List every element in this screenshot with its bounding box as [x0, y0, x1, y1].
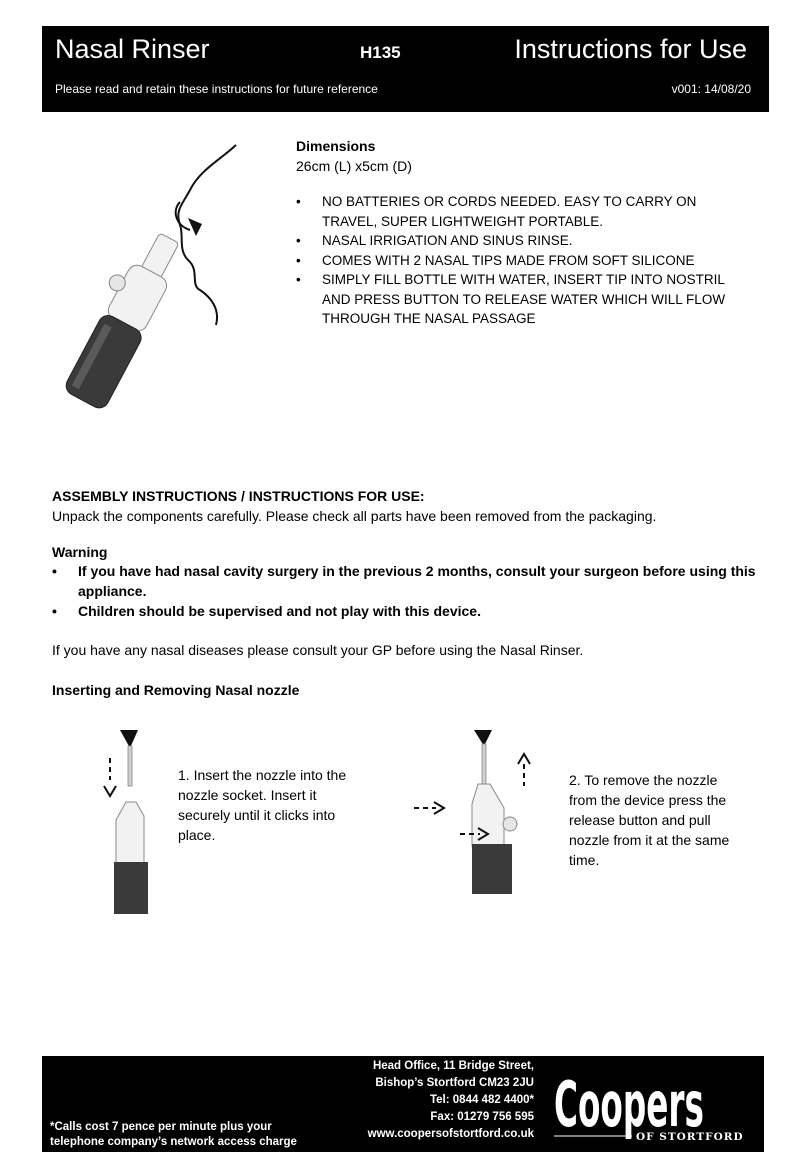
call-charge-note	[50, 1120, 297, 1150]
dimensions-heading: Dimensions	[296, 138, 376, 154]
document-type: Instructions for Use	[514, 34, 747, 64]
product-illustration	[50, 140, 250, 420]
dimensions-value: 26cm (L) x5cm (D)	[296, 158, 412, 174]
version-label: v001: 14/08/20	[671, 82, 751, 96]
footer-bar	[42, 1056, 764, 1152]
address-line: www.coopersofstortford.co.uk	[367, 1128, 534, 1140]
logo-main-text: Coopers	[554, 1068, 704, 1142]
coopers-logo	[550, 1056, 760, 1152]
warning-item: • If you have had nasal cavity surgery in the previous 2 months, consult your surgeon before using this appliance.	[52, 561, 772, 601]
feature-item: • NO BATTERIES OR CORDS NEEDED. EASY TO CARRY ON TRAVEL, SUPER LIGHTWEIGHT PORTABLE.	[296, 192, 746, 231]
company-address	[354, 1058, 534, 1143]
logo-sub-text: OF STORTFORD	[636, 1131, 744, 1143]
call-note-line: *Calls cost 7 pence per minute plus your	[50, 1121, 272, 1133]
header-bar	[42, 26, 769, 112]
address-line: Bishop’s Stortford CM23 2JU	[375, 1077, 534, 1089]
feature-item: • SIMPLY FILL BOTTLE WITH WATER, INSERT TIP INTO NOSTRIL AND PRESS BUTTON TO RELEASE WATER WHICH WILL FLOW THROUGH THE NASAL PASSAGE	[296, 270, 746, 329]
warning-heading: Warning	[52, 544, 108, 560]
assembly-heading: ASSEMBLY INSTRUCTIONS / INSTRUCTIONS FOR USE:	[52, 488, 425, 504]
call-note-line: telephone company’s network access charge	[50, 1136, 297, 1148]
product-title: Nasal Rinser	[55, 34, 210, 64]
nozzle-heading: Inserting and Removing Nasal nozzle	[52, 682, 300, 698]
product-code: H135	[360, 43, 401, 62]
warning-item: • Children should be supervised and not play with this device.	[52, 601, 772, 621]
insert-nozzle-illustration	[98, 724, 158, 916]
assembly-intro: Unpack the components carefully. Please check all parts have been removed from the packaging.	[52, 508, 657, 524]
warning-list	[52, 561, 772, 621]
feature-item: • COMES WITH 2 NASAL TIPS MADE FROM SOFT SILICONE	[296, 251, 746, 271]
address-line: Fax: 01279 756 595	[430, 1111, 534, 1123]
feature-item: • NASAL IRRIGATION AND SINUS RINSE.	[296, 231, 746, 251]
step-2-text: 2. To remove the nozzle from the device press the release button and pull nozzle from it at the same time.	[569, 772, 730, 868]
feature-list	[296, 192, 746, 329]
remove-nozzle-illustration	[410, 724, 540, 896]
step-1-text: 1. Insert the nozzle into the nozzle socket. Insert it securely until it clicks into place.	[178, 767, 347, 843]
address-line: Tel: 0844 482 4400*	[429, 1094, 534, 1106]
header-subtitle: Please read and retain these instructions for future reference	[55, 82, 378, 96]
warning-note: If you have any nasal diseases please consult your GP before using the Nasal Rinser.	[52, 642, 584, 658]
address-line: Head Office, 11 Bridge Street,	[372, 1060, 534, 1072]
